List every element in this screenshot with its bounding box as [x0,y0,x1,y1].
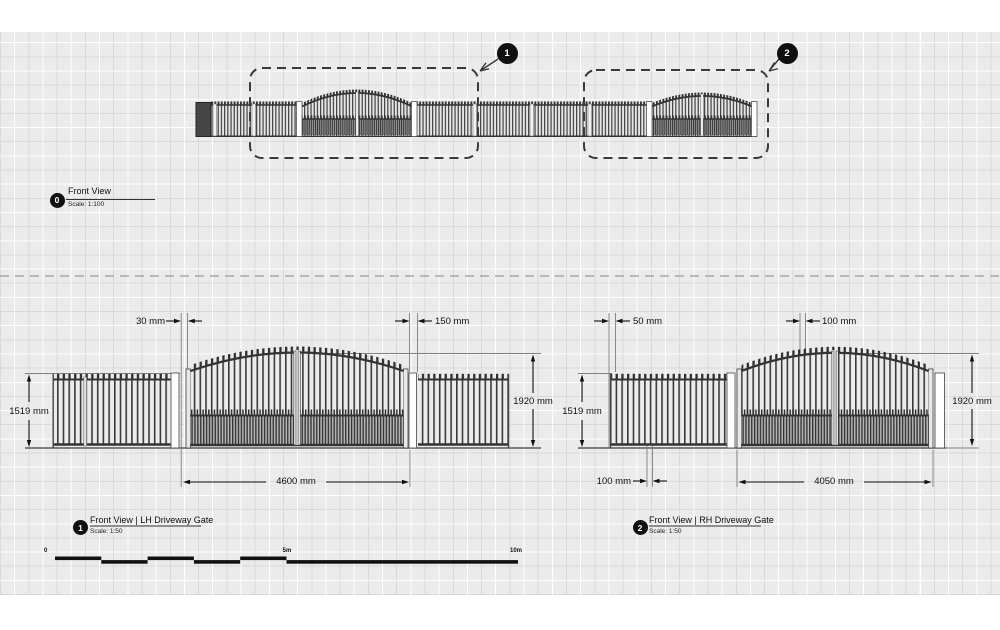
view-title-1: Front View | LH Driveway Gate [90,514,214,525]
rh-gate-drawing [578,313,979,526]
view-badge-1: 1 [73,520,88,535]
view-title-0: Front View [68,186,111,196]
lh-dim-hinge-gap: 30 mm [135,315,165,327]
lh-gate [186,347,408,449]
lh-dim-gate-height: 1920 mm [513,395,553,407]
lh-dim-gate-width: 4600 mm [276,475,316,487]
rh-hanging-post-right [935,373,945,448]
overview-gate-1 [297,90,418,137]
rh-fence-panel [610,374,727,448]
callout-leader-1 [480,59,498,71]
overview-fence-drawing [66,59,779,200]
lh-fence-panel-left [53,374,172,448]
lh-gate-drawing [25,313,541,526]
rh-dim-hinge-gap: 50 mm [633,315,663,327]
scale-bar [55,557,518,564]
rh-dim-center-gap: 100 mm [822,315,857,327]
scale-bar-label-5m: 5m [282,548,292,554]
scale-bar-label-0: 0 [44,548,48,554]
overview-gate-2 [647,93,758,137]
view-scale-1: Scale: 1:50 [90,528,123,535]
callout-badge-1: 1 [497,43,518,64]
rh-dim-gate-width: 4050 mm [814,475,854,487]
view-scale-0: Scale: 1:100 [68,201,105,208]
lh-hanging-post-left [171,373,179,448]
lh-hanging-post-right [409,373,417,448]
scale-bar-label-10m: 10m [510,548,523,554]
rh-dim-fence-height: 1519 mm [562,405,602,417]
view-scale-2: Scale: 1:50 [649,528,682,535]
callout-badge-2: 2 [777,43,798,64]
rh-gate [737,347,933,448]
rh-hanging-post-left [727,373,735,448]
lh-dim-fence-height: 1519 mm [9,405,49,417]
view-title-2: Front View | RH Driveway Gate [649,514,774,525]
rh-dim-panel-gap: 100 mm [596,475,631,487]
rh-dim-gate-height: 1920 mm [952,395,992,407]
lh-dim-post-width: 150 mm [435,315,470,327]
view-badge-0: 0 [50,193,65,208]
callout-leader-2 [769,59,779,71]
lh-fence-panel-right [418,374,509,448]
view-badge-2: 2 [633,520,648,535]
